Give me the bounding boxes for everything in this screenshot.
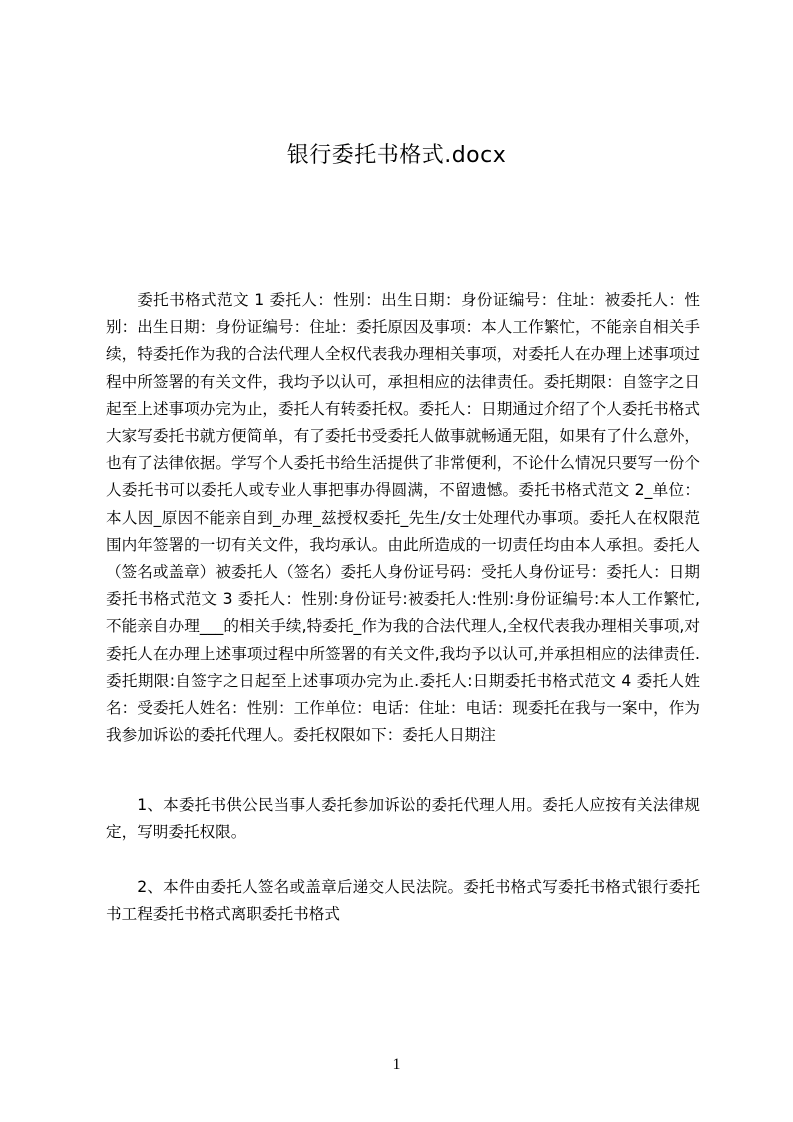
note-paragraph-1: 1、本委托书供公民当事人委托参加诉讼的委托代理人用。委托人应按有关法律规定，写明委托权限。 bbox=[106, 796, 700, 842]
note-paragraph-2: 2、本件由委托人签名或盖章后递交人民法院。委托书格式写委托书格式银行委托书工程委托书格式离职委托书格式 bbox=[106, 878, 700, 924]
document-title: 银行委托书格式.docx bbox=[286, 143, 507, 168]
page-number: 1 bbox=[392, 1056, 401, 1073]
body-paragraph-main: 委托书格式范文 1 委托人：性别：出生日期：身份证编号：住址：被委托人：性别：出生日期：身份证编号：住址：委托原因及事项：本人工作繁忙，不能亲自相关手续，特委托作为我的合法代理人全权代表我办理相关事项，对委托人在办理上述事项过程中所签署的有关文件，我均予以认可，承担相应的法律责任。委托期限：自签字之日起至上述事项办完为止，委托人有转委托权。委托人：日期通过介绍了个人委托书格式大家写委托书就方便简单，有了委托书受委托人做事就畅通无阻，如果有了什么意外，也有了法律依据。学写个人委托书给生活提供了非常便利，不论什么情况只要写一份个人委托书可以委托人或专业人事把事办得圆满，不留遗憾。委托书格式范文 2_单位：本人因_原因不能亲自到_办理_兹授权委托_先生/女士处理代办事项。委托人在权限范围内年签署的一切有关文件，我均承认。由此所造成的一切责任均由本人承担。委托人（签名或盖章）被委托人（签名）委托人身份证号码：受托人身份证号：委托人：日期委托书格式范文 3 委托人：性别:身份证号:被委托人:性别:身份证编号:本人工作繁忙,不能亲自办理___的相关手续,特委托_作为我的合法代理人,全权代表我办理相关事项,对委托人在办理上述事项过程中所签署的有关文件,我均予以认可,并承担相应的法律责任.委托期限:自签字之日起至上述事项办完为止.委托人:日期委托书格式范文 4 委托人姓名：受委托人姓名：性别：工作单位：电话：住址：电话：现委托在我与一案中，作为我参加诉讼的委托代理人。委托权限如下：委托人日期注 bbox=[106, 291, 700, 745]
